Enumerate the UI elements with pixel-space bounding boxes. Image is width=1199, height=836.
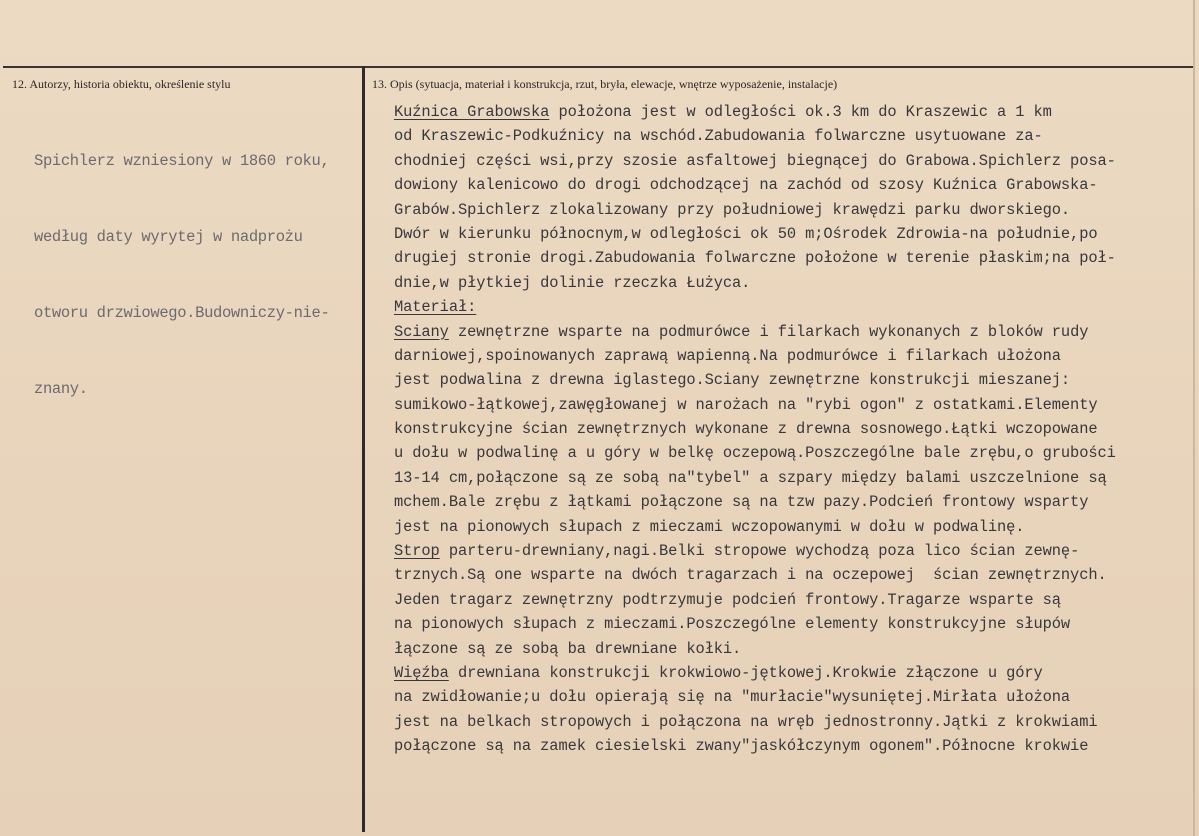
line-text: na pionowych słupach z mieczami.Poszczególne elementy konstrukcyjne słupów — [394, 615, 1071, 634]
section-13-line — [394, 441, 1184, 465]
section-13-line — [394, 466, 1184, 490]
underlined-keyword: Sciany — [394, 322, 449, 341]
section-13-line — [394, 539, 1184, 563]
line-text: na zwidłowanie;u dołu opierają się na "murłacie"wysuniętej.Mirłata ułożona — [394, 688, 1071, 707]
line-text: trznych.Są one wsparte na dwóch tragarzach i na oczepowej ścian zewnętrznych. — [394, 566, 1107, 585]
card-edge — [1193, 0, 1195, 836]
line-text: dowiony kalenicowo do drogi odchodzącej na zachód od szosy Kuźnica Grabowska- — [394, 176, 1098, 195]
section-13-line — [394, 246, 1184, 270]
section-12-line: według daty wyrytej w nadprożu — [34, 228, 303, 247]
line-text: łączone są ze sobą ba drewniane kołki. — [394, 639, 742, 658]
section-13-line — [394, 685, 1184, 709]
section-13-text — [394, 100, 1184, 759]
line-text: chodniej części wsi,przy szosie asfaltowej biegnącej do Grabowa.Spichlerz posa- — [394, 151, 1116, 170]
section-13-line — [394, 100, 1184, 124]
section-13-line — [394, 295, 1184, 319]
line-text: drugiej stronie drogi.Zabudowania folwarczne położone w terenie płaskim;na poł- — [394, 249, 1116, 268]
line-text: mchem.Bale zrębu z łątkami połączone są na tzw pazy.Podcień frontowy wsparty — [394, 493, 1089, 512]
section-13-line — [394, 637, 1184, 661]
underlined-keyword: Kuźnica Grabowska — [394, 103, 550, 121]
underlined-keyword: Strop — [394, 542, 440, 561]
section-13-line — [394, 563, 1184, 587]
section-13-line — [394, 490, 1184, 514]
section-13-line — [394, 710, 1184, 734]
section-13-line — [394, 198, 1184, 222]
section-12-header: 12. Autorzy, historia obiektu, określenie stylu — [12, 77, 231, 91]
section-13-line — [394, 320, 1184, 344]
line-text: połączone są na zamek ciesielski zwany"jaskółczynym ogonem".Północne krokwie — [394, 737, 1089, 756]
line-text: jest na pionowych słupach z mieczami wczopowanymi w dołu w podwalinę. — [394, 517, 1025, 536]
section-13-line — [394, 734, 1184, 758]
line-text: zewnętrzne wsparte na podmurówce i filarkach wykonanych z bloków rudy — [448, 322, 1089, 341]
line-text: Dwór w kierunku północnym,w odległości ok 50 m;Ośrodek Zdrowia-na południe,po — [394, 224, 1098, 243]
line-text: Grabów.Spichlerz zlokalizowany przy południowej krawędzi parku dworskiego. — [394, 200, 1071, 219]
section-13-line — [394, 124, 1184, 148]
line-text: sumikowo-łątkowej,zawęgłowanej w narożach na "rybi ogon" z ostatkami.Elementy — [394, 395, 1098, 414]
header-divider-line — [3, 66, 1193, 68]
line-text: parteru-drewniany,nagi.Belki stropowe wychodzą poza lico ścian zewnę- — [439, 542, 1080, 561]
line-text: położona jest w odległości ok.3 km do Kraszewic a 1 km — [549, 103, 1052, 121]
line-text: konstrukcyjne ścian zewnętrznych wykonane z drewna sosnowego.Łątki wczopowane — [394, 420, 1098, 439]
section-13-line — [394, 417, 1184, 441]
line-text: 13-14 cm,połączone są ze sobą na"tybel" a szpary między balami uszczelnione są — [394, 468, 1107, 487]
underlined-keyword: Materiał: — [394, 298, 477, 317]
section-13-line — [394, 612, 1184, 636]
section-13-line — [394, 344, 1184, 368]
section-12-line: Spichlerz wzniesiony w 1860 roku, — [34, 151, 330, 170]
line-text: u dołu w podwalinę a u góry w belkę oczepową.Poszczególne bale zrębu,o grubości — [394, 444, 1116, 463]
line-text: jest na belkach stropowych i połączona na wręb jednostronny.Jątki z krokwiami — [394, 712, 1098, 731]
section-13-line — [394, 149, 1184, 173]
section-12-text — [34, 98, 364, 454]
line-text: dnie,w płytkiej dolinie rzeczka Łużyca. — [394, 273, 751, 292]
line-text: jest podwalina z drewna iglastego.Sciany zewnętrzne konstrukcji mieszanej: — [394, 371, 1071, 390]
section-12-line: znany. — [34, 380, 88, 399]
section-13-line — [394, 222, 1184, 246]
line-text: od Kraszewic-Podkuźnicy na wschód.Zabudowania folwarczne usytuowane za- — [394, 127, 1043, 146]
section-13-line — [394, 588, 1184, 612]
line-text: drewniana konstrukcji krokwiowo-jętkowej.Krokwie złączone u góry — [448, 663, 1043, 682]
section-13-line — [394, 271, 1184, 295]
section-13-line — [394, 173, 1184, 197]
section-13-line — [394, 661, 1184, 685]
underlined-keyword: Więźba — [394, 663, 449, 682]
line-text: darniowej,spoinowanych zaprawą wapienną.Na podmurówce i filarkach ułożona — [394, 346, 1061, 365]
line-text: Jeden tragarz zewnętrzny podtrzymuje podcień frontowy.Tragarze wsparte są — [394, 590, 1061, 609]
section-13-header: 13. Opis (sytuacja, materiał i konstrukcja, rzut, bryła, elewacje, wnętrze wyposażenie, instalacje) — [372, 77, 838, 91]
section-13-line — [394, 515, 1184, 539]
section-13-line — [394, 368, 1184, 392]
section-12-line: otworu drzwiowego.Budowniczy-nie- — [34, 304, 330, 323]
section-13-line — [394, 393, 1184, 417]
